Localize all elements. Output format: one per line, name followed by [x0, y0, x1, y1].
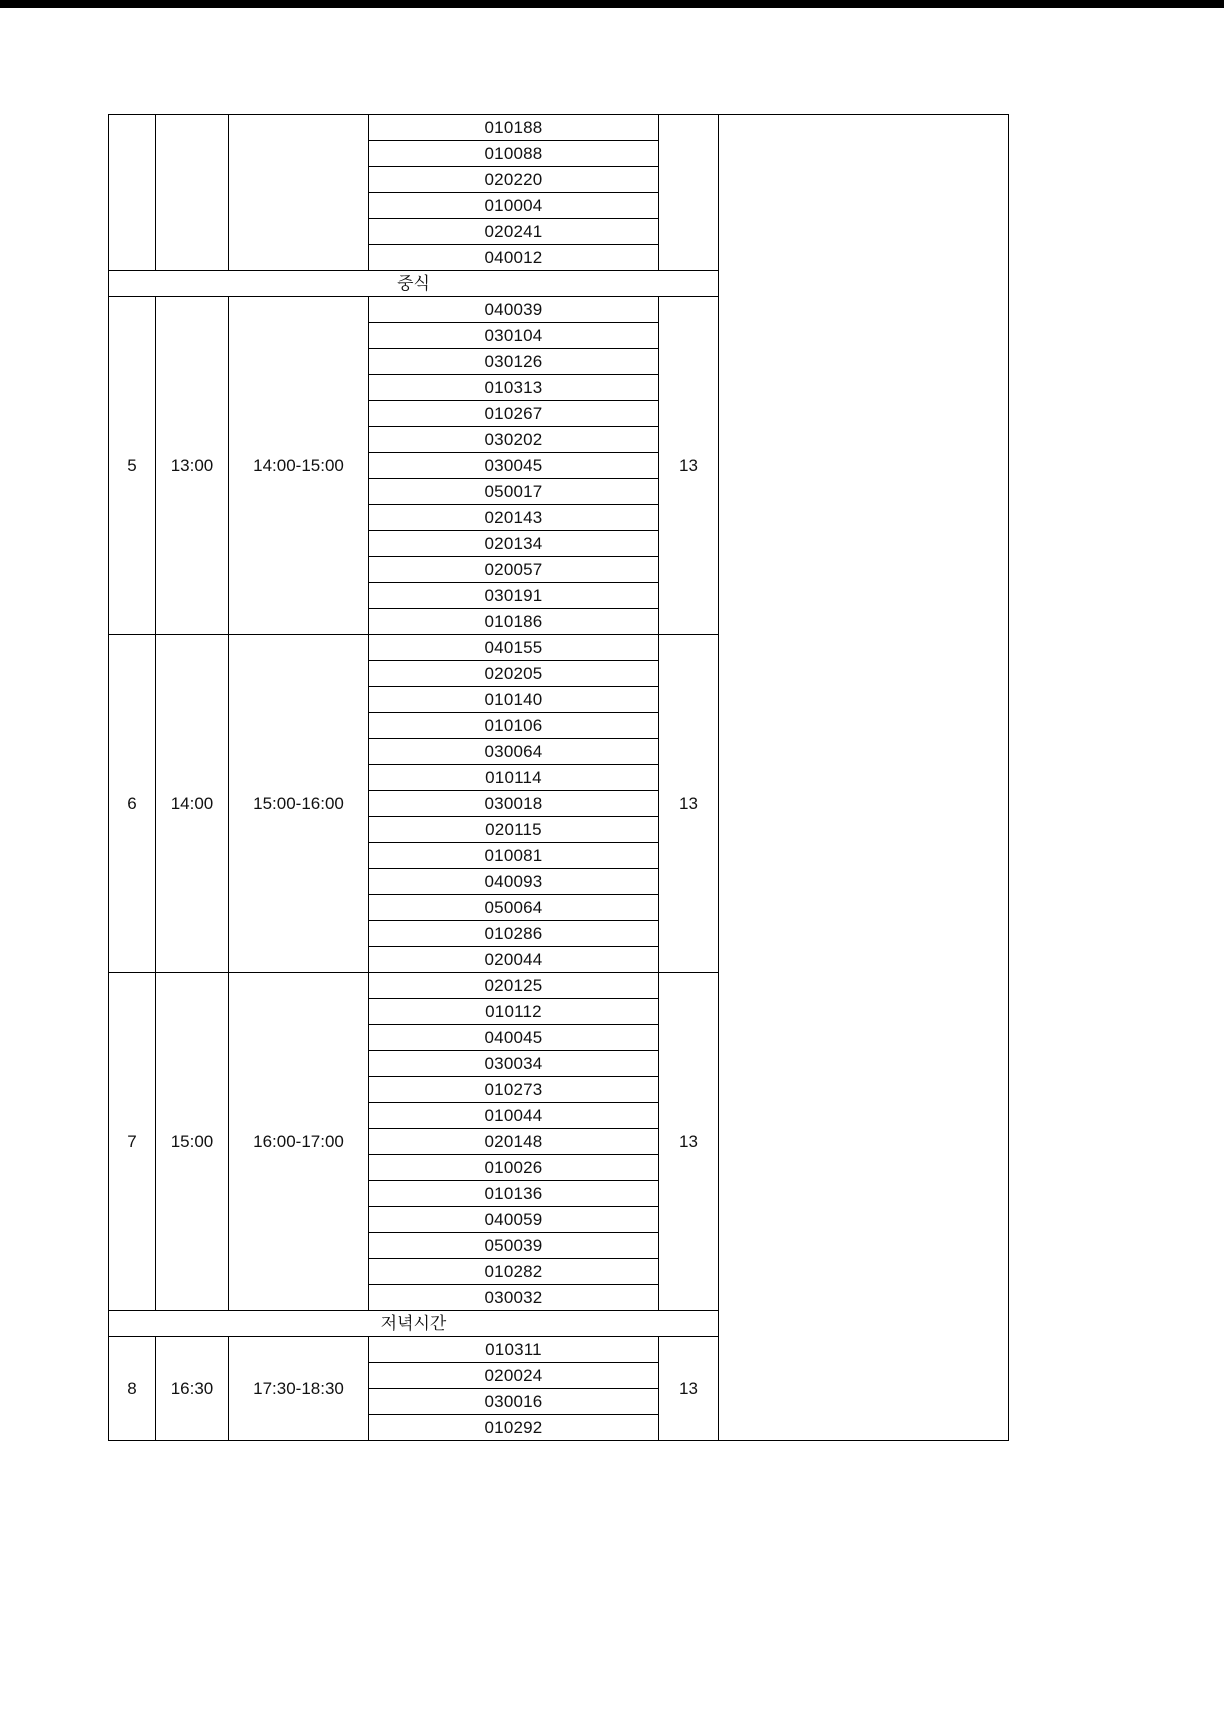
code-cell: 010186 — [369, 609, 659, 635]
code-cell: 030104 — [369, 323, 659, 349]
carryover-time-range-cell — [229, 115, 369, 271]
code-cell: 040059 — [369, 1207, 659, 1233]
code-cell: 010140 — [369, 687, 659, 713]
code-cell: 030016 — [369, 1389, 659, 1415]
schedule-table-container — [108, 114, 1009, 1441]
code-cell: 040039 — [369, 297, 659, 323]
code-cell: 010136 — [369, 1181, 659, 1207]
code-cell: 040045 — [369, 1025, 659, 1051]
code-cell: 050017 — [369, 479, 659, 505]
code-cell: 020143 — [369, 505, 659, 531]
session-time-range: 17:30-18:30 — [229, 1337, 369, 1441]
carryover-start-time-cell — [156, 115, 229, 271]
code-cell: 050064 — [369, 895, 659, 921]
code-cell: 030032 — [369, 1285, 659, 1311]
code-cell: 040012 — [369, 245, 659, 271]
session-count: 13 — [659, 1337, 719, 1441]
notes-column-cell — [719, 115, 1009, 1441]
schedule-table — [108, 114, 1009, 1441]
session-start-time: 13:00 — [156, 297, 229, 635]
code-cell: 020148 — [369, 1129, 659, 1155]
code-cell: 010282 — [369, 1259, 659, 1285]
code-cell: 010292 — [369, 1415, 659, 1441]
code-cell: 020044 — [369, 947, 659, 973]
section-separator-label: 중식 — [109, 271, 719, 297]
code-cell: 030064 — [369, 739, 659, 765]
code-cell: 010081 — [369, 843, 659, 869]
session-number: 5 — [109, 297, 156, 635]
code-cell: 040093 — [369, 869, 659, 895]
session-count: 13 — [659, 297, 719, 635]
code-cell: 020057 — [369, 557, 659, 583]
table-row — [109, 115, 1009, 141]
session-time-range: 16:00-17:00 — [229, 973, 369, 1311]
code-cell: 020220 — [369, 167, 659, 193]
code-cell: 010106 — [369, 713, 659, 739]
code-cell: 020115 — [369, 817, 659, 843]
session-time-range: 15:00-16:00 — [229, 635, 369, 973]
code-cell: 030202 — [369, 427, 659, 453]
code-cell: 020024 — [369, 1363, 659, 1389]
code-cell: 010044 — [369, 1103, 659, 1129]
code-cell: 030045 — [369, 453, 659, 479]
carryover-count-cell — [659, 115, 719, 271]
session-number: 8 — [109, 1337, 156, 1441]
code-cell: 010004 — [369, 193, 659, 219]
session-time-range: 14:00-15:00 — [229, 297, 369, 635]
session-start-time: 16:30 — [156, 1337, 229, 1441]
code-cell: 010311 — [369, 1337, 659, 1363]
code-cell: 010273 — [369, 1077, 659, 1103]
carryover-number-cell — [109, 115, 156, 271]
code-cell: 020241 — [369, 219, 659, 245]
code-cell: 010313 — [369, 375, 659, 401]
code-cell: 040155 — [369, 635, 659, 661]
code-cell: 020125 — [369, 973, 659, 999]
session-number: 7 — [109, 973, 156, 1311]
session-count: 13 — [659, 973, 719, 1311]
code-cell: 010112 — [369, 999, 659, 1025]
code-cell: 010286 — [369, 921, 659, 947]
session-number: 6 — [109, 635, 156, 973]
code-cell: 020134 — [369, 531, 659, 557]
session-start-time: 15:00 — [156, 973, 229, 1311]
code-cell: 020205 — [369, 661, 659, 687]
code-cell: 010267 — [369, 401, 659, 427]
code-cell: 030191 — [369, 583, 659, 609]
session-count: 13 — [659, 635, 719, 973]
code-cell: 010026 — [369, 1155, 659, 1181]
code-cell: 030034 — [369, 1051, 659, 1077]
section-separator-label: 저녁시간 — [109, 1311, 719, 1337]
code-cell: 030126 — [369, 349, 659, 375]
session-start-time: 14:00 — [156, 635, 229, 973]
page-top-scan-bar — [0, 0, 1224, 8]
code-cell: 050039 — [369, 1233, 659, 1259]
code-cell: 030018 — [369, 791, 659, 817]
code-cell: 010188 — [369, 115, 659, 141]
code-cell: 010088 — [369, 141, 659, 167]
code-cell: 010114 — [369, 765, 659, 791]
